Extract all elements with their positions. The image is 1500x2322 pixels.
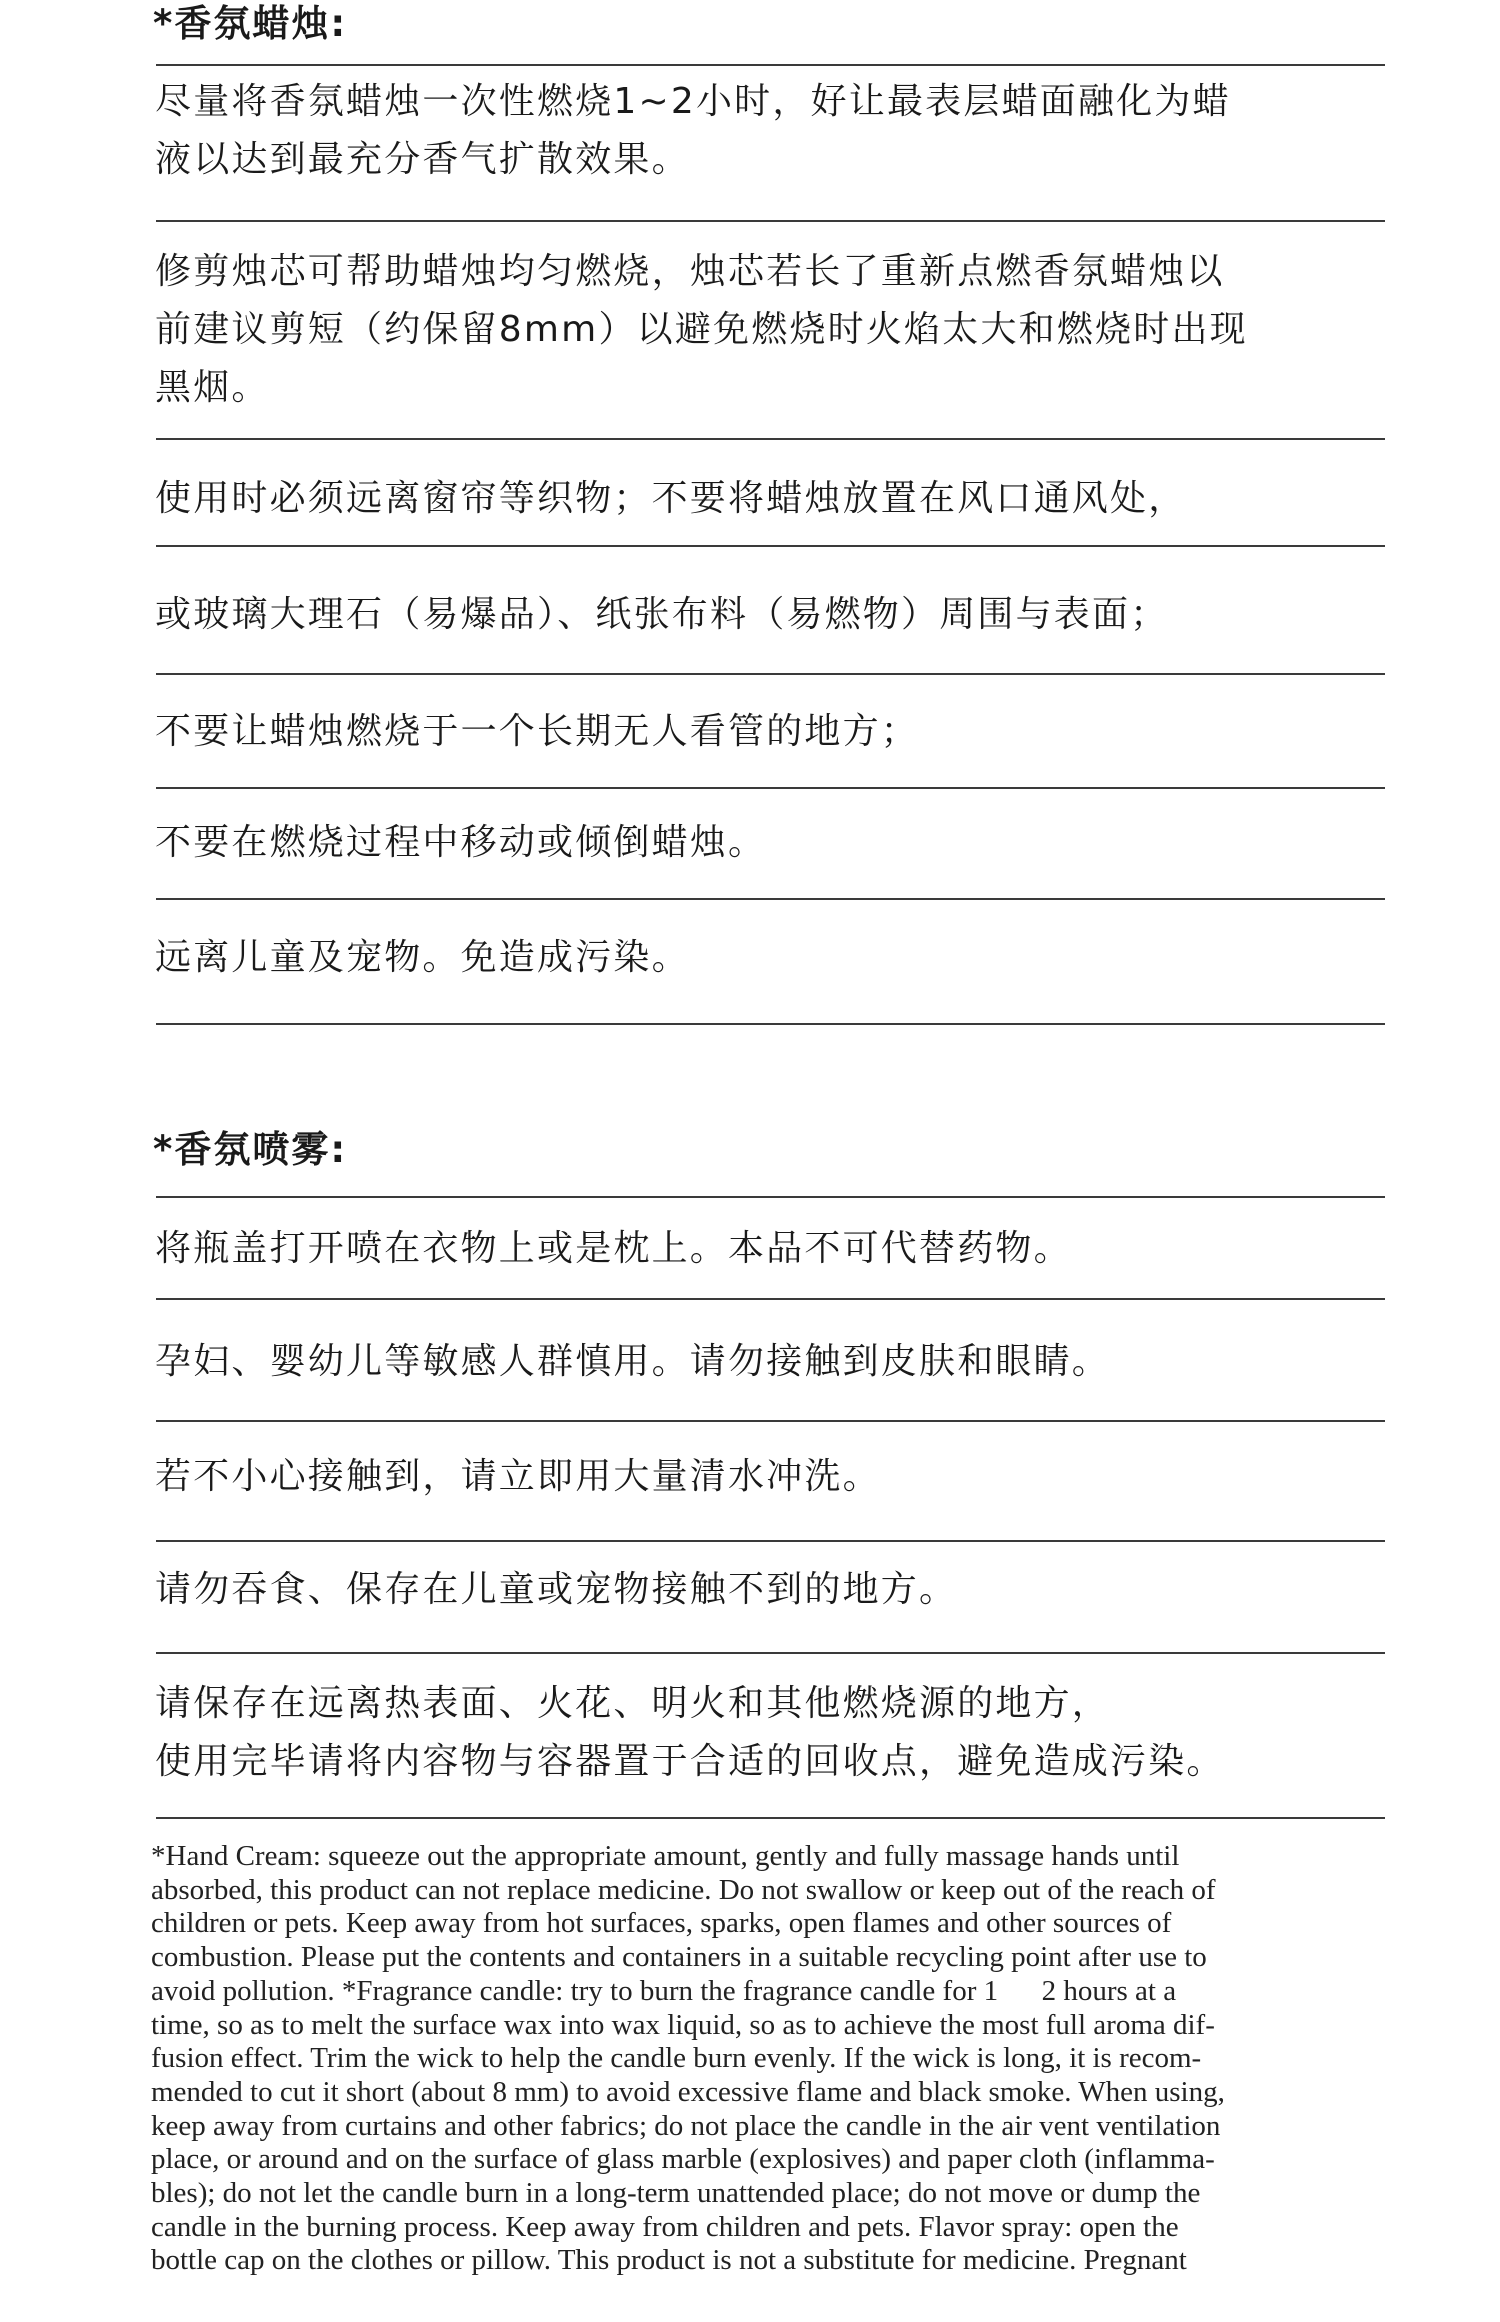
divider — [156, 787, 1385, 789]
divider — [156, 64, 1385, 66]
text-line: *Hand Cream: squeeze out the appropriate amount, gently and fully massage hands until — [151, 1840, 1180, 1872]
text-line: absorbed, this product can not replace medicine. Do not swallow or keep out of the reach of — [151, 1873, 1216, 1906]
english-instructions — [151, 1840, 1391, 2278]
divider — [156, 545, 1385, 547]
text-line: 请勿吞食、保存在儿童或宠物接触不到的地方。 — [155, 1569, 958, 1610]
text-line: fusion effect. Trim the wick to help the candle burn evenly. If the wick is long, it is recom- — [151, 2042, 1202, 2075]
text-line: 或玻璃大理石（易爆品）、纸张布料（易燃物）周围与表面； — [155, 594, 1169, 635]
spray-paragraph-5 — [155, 1675, 1395, 1791]
spray-paragraph-3 — [155, 1448, 1395, 1506]
divider — [156, 1420, 1385, 1422]
text-line: 尽量将香氛蜡烛一次性燃烧1~2小时，好让最表层蜡面融化为蜡 — [155, 81, 1231, 122]
text-line: 黑烟。 — [155, 367, 270, 408]
text-line: candle in the burning process. Keep away from children and pets. Flavor spray: open the — [151, 2210, 1179, 2243]
text-line: 使用时必须远离窗帘等织物；不要将蜡烛放置在风口通风处， — [155, 478, 1187, 519]
text-line: 远离儿童及宠物。免造成污染。 — [155, 937, 690, 978]
divider — [156, 1023, 1385, 1025]
text-line: 若不小心接触到，请立即用大量清水冲洗。 — [155, 1456, 881, 1497]
candle-paragraph-5 — [155, 703, 1395, 761]
text-line: place, or around and on the surface of glass marble (explosives) and paper cloth (inflamma- — [151, 2143, 1215, 2176]
spray-paragraph-1 — [155, 1220, 1395, 1278]
candle-paragraph-2 — [155, 243, 1395, 417]
divider — [156, 1298, 1385, 1300]
divider — [156, 673, 1385, 675]
divider — [156, 1652, 1385, 1654]
divider — [156, 1196, 1385, 1198]
divider — [156, 220, 1385, 222]
text-line: 孕妇、婴幼儿等敏感人群慎用。请勿接触到皮肤和眼睛。 — [155, 1341, 1111, 1382]
text-line: 液以达到最充分香气扩散效果。 — [155, 139, 690, 180]
text-line: 不要让蜡烛燃烧于一个长期无人看管的地方； — [155, 711, 920, 752]
text-line: time, so as to melt the surface wax into wax liquid, so as to achieve the most full aroma dif- — [151, 2008, 1215, 2041]
candle-paragraph-1 — [155, 73, 1395, 189]
candle-paragraph-7 — [155, 929, 1395, 987]
spray-heading: *香氛喷雾: — [153, 1128, 348, 1171]
divider — [156, 898, 1385, 900]
text-line: bottle cap on the clothes or pillow. This product is not a substitute for medicine. Pregnant — [151, 2244, 1187, 2277]
text-line: mended to cut it short (about 8 mm) to avoid excessive flame and black smoke. When using, — [151, 2075, 1225, 2108]
candle-heading: *香氛蜡烛: — [153, 2, 348, 45]
divider — [156, 1540, 1385, 1542]
text-line: children or pets. Keep away from hot surfaces, sparks, open flames and other sources of — [151, 1907, 1172, 1940]
divider — [156, 438, 1385, 440]
spray-paragraph-4 — [155, 1561, 1395, 1619]
candle-paragraph-6 — [155, 814, 1395, 872]
text-line: 请保存在远离热表面、火花、明火和其他燃烧源的地方， — [155, 1683, 1111, 1724]
text-line: 将瓶盖打开喷在衣物上或是枕上。本品不可代替药物。 — [155, 1228, 1072, 1269]
text-line: 使用完毕请将内容物与容器置于合适的回收点，避免造成污染。 — [155, 1741, 1225, 1782]
candle-paragraph-3 — [155, 470, 1395, 528]
divider — [156, 1817, 1385, 1819]
text-line: 前建议剪短（约保留8mm）以避免燃烧时火焰太大和燃烧时出现 — [155, 309, 1248, 350]
spray-paragraph-2 — [155, 1333, 1395, 1391]
text-line: bles); do not let the candle burn in a long-term unattended place; do not move or dump the — [151, 2177, 1201, 2210]
text-line: combustion. Please put the contents and containers in a suitable recycling point after use to — [151, 1941, 1207, 1974]
candle-paragraph-4 — [155, 586, 1395, 644]
text-line: 不要在燃烧过程中移动或倾倒蜡烛。 — [155, 822, 767, 863]
text-line: 修剪烛芯可帮助蜡烛均匀燃烧，烛芯若长了重新点燃香氛蜡烛以 — [155, 251, 1225, 292]
text-line: keep away from curtains and other fabrics; do not place the candle in the air vent ventilation — [151, 2109, 1221, 2142]
text-line: avoid pollution. *Fragrance candle: try to burn the fragrance candle for 1 2 hours at a — [151, 1974, 1177, 2007]
